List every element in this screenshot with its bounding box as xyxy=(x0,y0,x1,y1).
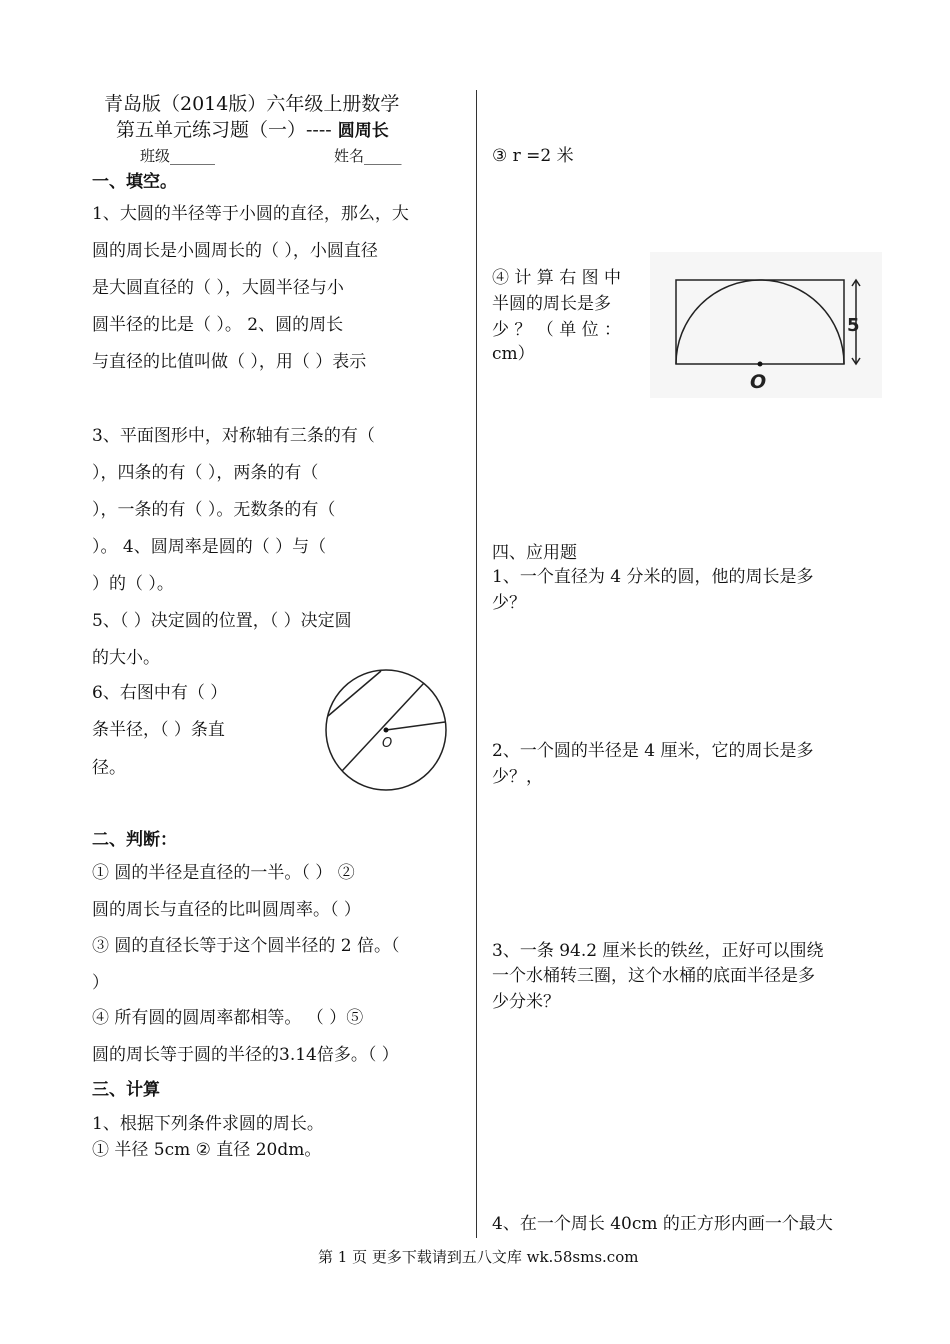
q2-line: 少？， xyxy=(492,767,543,787)
s1-line: ），一条的有（ ）。无数条的有（ xyxy=(92,500,336,520)
subtitle-topic: 圆周长 xyxy=(337,121,389,141)
s1-line: ）的（ ）。 xyxy=(92,574,174,594)
s2-line: ③ 圆的直径长等于这个圆半径的 2 倍。（ xyxy=(92,936,400,956)
section-3-heading: 三、计算 xyxy=(92,1080,160,1100)
s1-line: 6、右图中有（ ） xyxy=(92,683,228,703)
s1-line: ），四条的有（ ），两条的有（ xyxy=(92,463,319,483)
s2-line: ④ 所有圆的圆周率都相等。 （ ）⑤ xyxy=(92,1008,364,1028)
q3-line: 一个水桶转三圈，这个水桶的底面半径是多 xyxy=(492,966,815,986)
calc-item-4-line: 少 ？ （ 单 位 ： xyxy=(492,320,622,340)
q4-line: 4、在一个周长 40cm 的正方形内画一个最大 xyxy=(492,1214,833,1234)
q2-line: 2、一个圆的半径是 4 厘米，它的周长是多 xyxy=(492,741,814,761)
section-1-heading: 一、填空。 xyxy=(92,172,177,192)
s2-line: 圆的周长等于圆的半径的3.14倍多。（ ） xyxy=(92,1045,399,1065)
q3-line: 少分米？ xyxy=(492,992,560,1012)
section-4-heading: 四、应用题 xyxy=(492,543,577,563)
s2-line: ① 圆的半径是直径的一半。（ ） ② xyxy=(92,863,355,883)
s1-line: 圆的周长是小圆周长的（ ），小圆直径 xyxy=(92,241,378,261)
s3-line: 1、根据下列条件求圆的周长。 xyxy=(92,1114,324,1134)
semicircle-center-label: O xyxy=(750,371,767,393)
page-subtitle xyxy=(116,118,389,143)
center-point xyxy=(384,728,389,733)
page-footer: 第 1 页 更多下载请到五八文库 wk.58sms.com xyxy=(318,1248,639,1266)
semicircle-figure xyxy=(650,252,882,398)
s1-line: 的大小。 xyxy=(92,648,160,668)
q3-line: 3、一条 94.2 厘米长的铁丝，正好可以围绕 xyxy=(492,941,824,961)
column-divider xyxy=(476,90,477,1238)
s1-line: 1、大圆的半径等于小圆的直径，那么，大 xyxy=(92,204,409,224)
s1-line: 3、平面图形中，对称轴有三条的有（ xyxy=(92,426,375,446)
s1-line: 条半径，（ ）条直 xyxy=(92,720,225,740)
height-label: 5 xyxy=(847,315,860,336)
semicircle-center-point xyxy=(758,362,763,367)
calc-item-3: ③ r =2 米 xyxy=(492,146,574,166)
q1-line: 少？ xyxy=(492,593,526,613)
circle-center-label: O xyxy=(382,736,393,751)
s1-line: ）。 4、圆周率是圆的（ ）与（ xyxy=(92,537,327,557)
s1-line: 是大圆直径的（ ），大圆半径与小 xyxy=(92,278,344,298)
s2-line: 圆的周长与直径的比叫圆周率。（ ） xyxy=(92,900,361,920)
calc-item-4-line: 半圆的周长是多 xyxy=(492,294,611,314)
s1-line: 与直径的比值叫做（ ），用（ ）表示 xyxy=(92,352,367,372)
name-label: 姓名_____ xyxy=(334,147,402,165)
s1-line: 径。 xyxy=(92,758,126,778)
circle-figure xyxy=(306,668,466,794)
calc-item-4-line: cm） xyxy=(492,344,535,364)
s1-line: 5、（ ）决定圆的位置，（ ）决定圆 xyxy=(92,611,352,631)
q1-line: 1、一个直径为 4 分米的圆，他的周长是多 xyxy=(492,567,814,587)
radius-line xyxy=(386,722,445,730)
s3-line: ① 半径 5cm ② 直径 20dm。 xyxy=(92,1140,322,1160)
page-title: 青岛版（2014版）六年级上册数学 xyxy=(104,93,400,115)
chord-line xyxy=(328,671,381,716)
s2-line: ） xyxy=(92,973,109,993)
s1-line: 圆半径的比是（ ）。 2、圆的周长 xyxy=(92,315,344,335)
calc-item-4-line: ④ 计 算 右 图 中 xyxy=(492,268,622,288)
class-label: 班级______ xyxy=(140,147,216,165)
section-2-heading: 二、判断： xyxy=(92,830,177,850)
subtitle-text: 第五单元练习题（一）---- xyxy=(116,119,332,141)
